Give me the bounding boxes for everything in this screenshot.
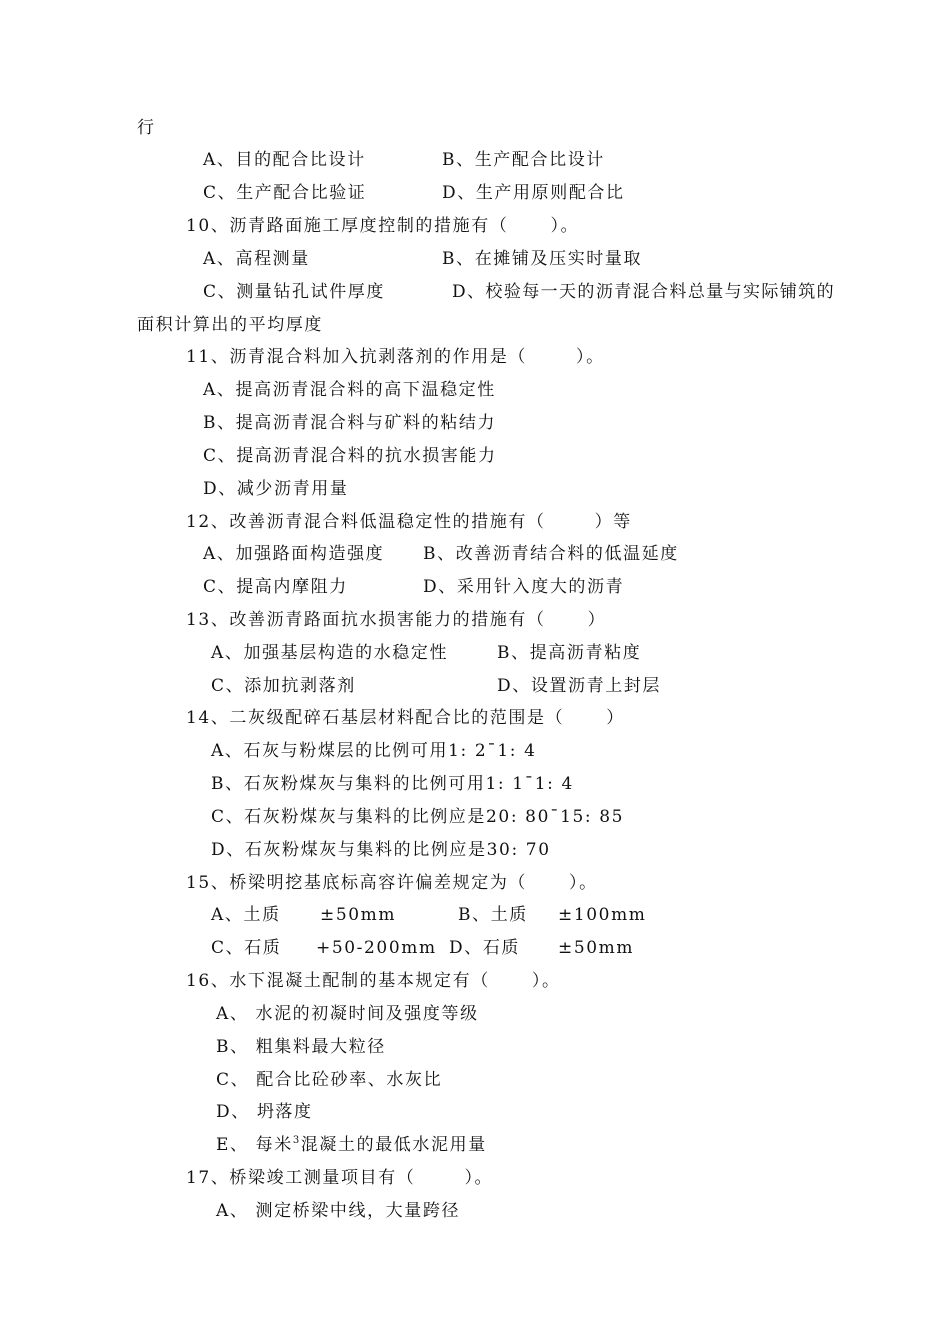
q15-option-a-label: A、土质 bbox=[211, 905, 281, 925]
q12-option-d: D、采用针入度大的沥青 bbox=[423, 577, 625, 597]
continuation-text: 行 bbox=[137, 118, 156, 138]
q15-option-c-label: C、石质 bbox=[211, 938, 282, 958]
q15-option-b-label: B、土质 bbox=[458, 905, 528, 925]
q13-option-d: D、设置沥青上封层 bbox=[497, 676, 662, 696]
q10-option-d-continuation: 面积计算出的平均厚度 bbox=[137, 315, 323, 335]
q14-stem: 14、二灰级配碎石基层材料配合比的范围是（ ） bbox=[186, 708, 625, 728]
q13-option-b: B、提高沥青粘度 bbox=[497, 643, 642, 663]
q15-option-d-value: ±50mm bbox=[558, 938, 635, 958]
q16-option-a: A、 水泥的初凝时间及强度等级 bbox=[216, 1004, 479, 1024]
q11-option-a: A、提高沥青混合料的高下温稳定性 bbox=[203, 380, 496, 400]
q14-option-b: B、石灰粉煤灰与集料的比例可用1: 1¯1: 4 bbox=[211, 774, 574, 794]
q9-option-d: D、生产用原则配合比 bbox=[442, 183, 625, 203]
q12-option-b: B、改善沥青结合料的低温延度 bbox=[423, 544, 679, 564]
q16-option-e bbox=[216, 1134, 487, 1156]
q15-option-d-label: D、石质 bbox=[449, 938, 521, 958]
q14-option-d: D、石灰粉煤灰与集料的比例应是30: 70 bbox=[211, 840, 551, 860]
q12-stem: 12、改善沥青混合料低温稳定性的措施有（ ）等 bbox=[186, 512, 632, 532]
q16-option-b: B、 粗集料最大粒径 bbox=[216, 1037, 386, 1057]
q10-option-b: B、在摊铺及压实时量取 bbox=[442, 249, 643, 269]
q10-option-a: A、高程测量 bbox=[203, 249, 310, 269]
q16-option-d: D、 坍落度 bbox=[216, 1102, 313, 1122]
q16-option-e-suffix: 混凝土的最低水泥用量 bbox=[300, 1135, 487, 1155]
q17-option-a: A、 测定桥梁中线，大量跨径 bbox=[216, 1201, 461, 1221]
q16-stem: 16、水下混凝土配制的基本规定有（ ）。 bbox=[186, 971, 561, 991]
q15-stem: 15、桥梁明挖基底标高容许偏差规定为（ ）。 bbox=[186, 873, 598, 893]
q15-option-a-value: ±50mm bbox=[320, 905, 397, 925]
q17-stem: 17、桥梁竣工测量项目有（ ）。 bbox=[186, 1168, 494, 1188]
q9-option-b: B、生产配合比设计 bbox=[442, 150, 605, 170]
q12-option-c: C、提高内摩阻力 bbox=[203, 577, 348, 597]
q13-stem: 13、改善沥青路面抗水损害能力的措施有（ ） bbox=[186, 610, 607, 630]
q16-option-e-superscript: 3 bbox=[292, 1135, 301, 1146]
q10-stem: 10、沥青路面施工厚度控制的措施有（ ）。 bbox=[186, 216, 580, 236]
q16-option-e-prefix: E、 每米 bbox=[216, 1135, 293, 1155]
q15-option-b-value: ±100mm bbox=[558, 905, 647, 925]
q14-option-a: A、石灰与粉煤层的比例可用1: 2¯1: 4 bbox=[211, 741, 537, 761]
q11-stem: 11、沥青混合料加入抗剥落剂的作用是（ ）。 bbox=[186, 347, 605, 367]
q9-option-a: A、目的配合比设计 bbox=[203, 150, 366, 170]
q11-option-d: D、减少沥青用量 bbox=[203, 479, 349, 499]
q13-option-a: A、加强基层构造的水稳定性 bbox=[211, 643, 449, 663]
q10-option-d: D、校验每一天的沥青混合料总量与实际铺筑的 bbox=[452, 282, 836, 302]
q11-option-c: C、提高沥青混合料的抗水损害能力 bbox=[203, 446, 497, 466]
q11-option-b: B、提高沥青混合料与矿料的粘结力 bbox=[203, 413, 497, 433]
q15-option-c-value: +50-200mm bbox=[316, 938, 437, 958]
q10-option-c: C、测量钻孔试件厚度 bbox=[203, 282, 386, 302]
q12-option-a: A、加强路面构造强度 bbox=[203, 544, 385, 564]
q9-option-c: C、生产配合比验证 bbox=[203, 183, 367, 203]
q13-option-c: C、添加抗剥落剂 bbox=[211, 676, 356, 696]
q16-option-c: C、 配合比砼砂率、水灰比 bbox=[216, 1070, 443, 1090]
q14-option-c: C、石灰粉煤灰与集料的比例应是20: 80¯15: 85 bbox=[211, 807, 625, 827]
